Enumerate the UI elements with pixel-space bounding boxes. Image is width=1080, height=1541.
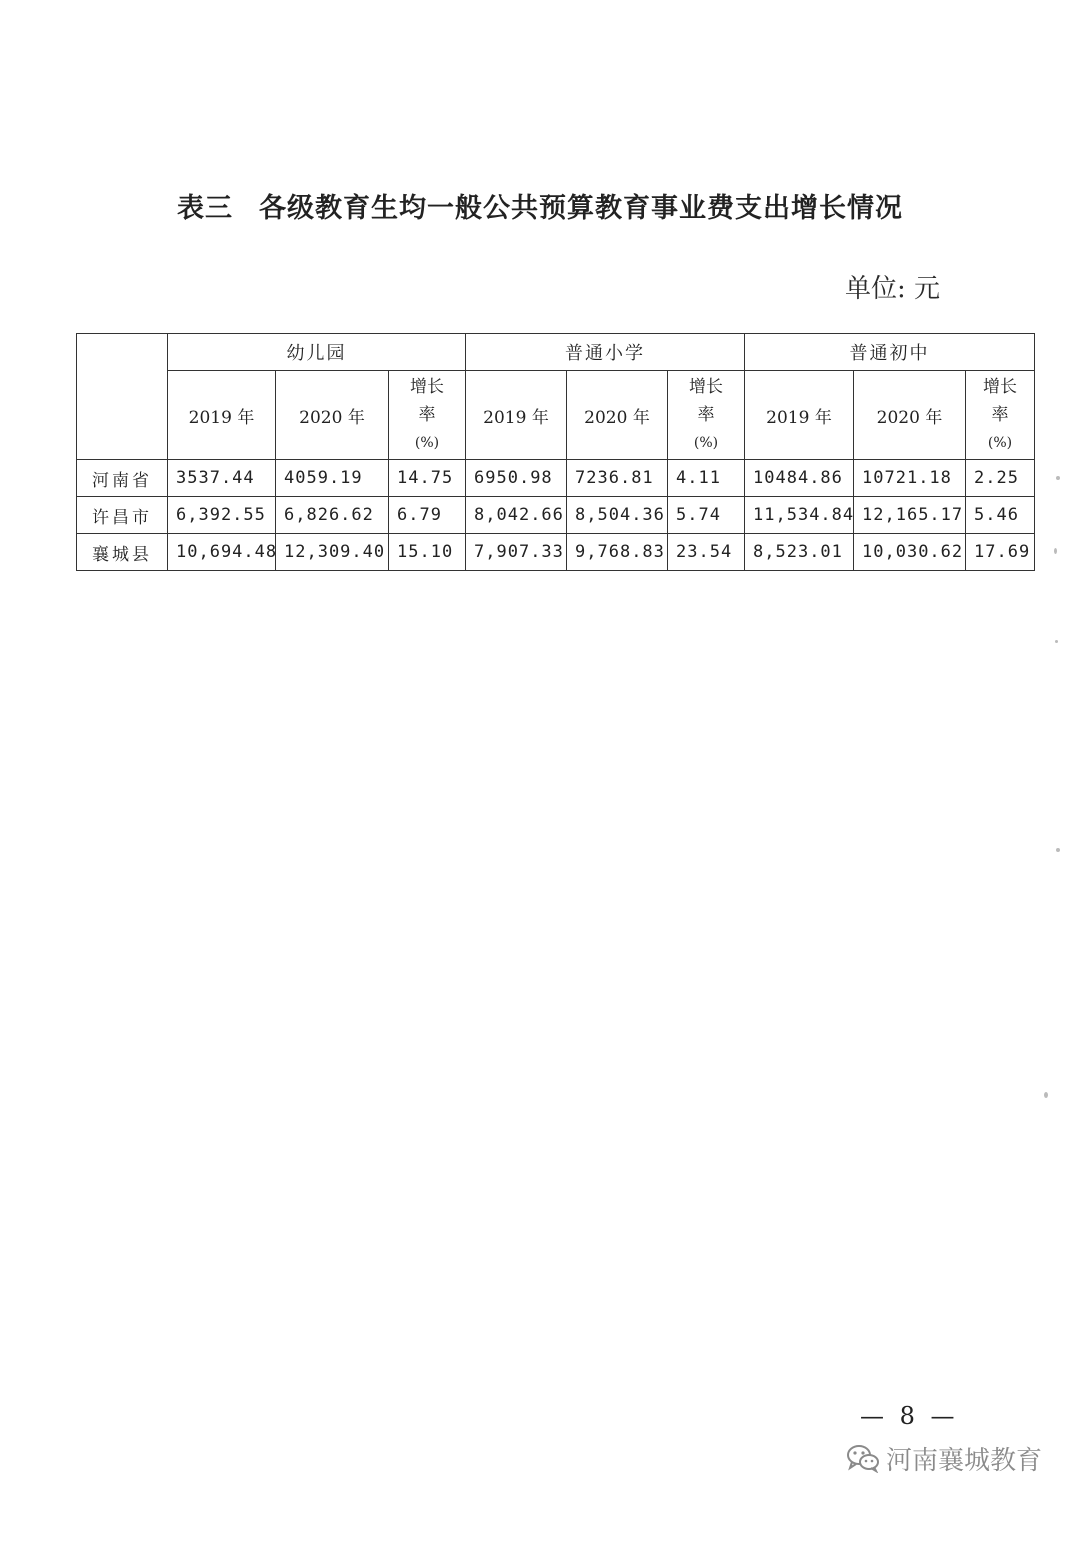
rate-label-line2: 率 — [697, 405, 715, 425]
table-cell: 23.54 — [668, 534, 745, 571]
table-cell: 6,826.62 — [276, 497, 389, 534]
table-cell: 7236.81 — [567, 460, 668, 497]
rate-label-line1: 增长 — [410, 377, 444, 397]
table-cell: 12,309.40 — [276, 534, 389, 571]
scan-speck — [1056, 848, 1060, 852]
rate-label-line2: 率 — [418, 405, 436, 425]
table-cell: 15.10 — [389, 534, 466, 571]
col-header-2019: 2019 年 — [168, 371, 276, 460]
scan-speck — [1055, 640, 1058, 643]
table-cell: 8,504.36 — [567, 497, 668, 534]
page-number: — 8 — — [860, 1402, 959, 1430]
table-row-xuchang — [77, 497, 1035, 534]
col-header-2020: 2020 年 — [854, 371, 966, 460]
group-header-kindergarten: 幼儿园 — [168, 334, 466, 371]
rate-label-line3: (%) — [414, 435, 440, 451]
table-cell: 3537.44 — [168, 460, 276, 497]
table-row-xiangcheng — [77, 534, 1035, 571]
rate-label-line3: (%) — [693, 435, 719, 451]
table-cell: 8,042.66 — [466, 497, 567, 534]
rate-label-line3: (%) — [987, 435, 1013, 451]
col-header-2020: 2020 年 — [567, 371, 668, 460]
table-cell: 8,523.01 — [745, 534, 854, 571]
col-header-2019: 2019 年 — [466, 371, 567, 460]
table-cell: 10,030.62 — [854, 534, 966, 571]
table-number: 表三 — [177, 193, 233, 224]
table-row-henan — [77, 460, 1035, 497]
col-header-2019: 2019 年 — [745, 371, 854, 460]
col-header-growth-rate — [966, 371, 1035, 460]
region-cell: 襄城县 — [77, 534, 168, 571]
group-header-row — [77, 334, 1035, 371]
page-title — [0, 186, 1080, 225]
table-cell: 11,534.84 — [745, 497, 854, 534]
table-cell: 12,165.17 — [854, 497, 966, 534]
rate-label-line2: 率 — [991, 405, 1009, 425]
col-header-growth-rate — [389, 371, 466, 460]
col-header-growth-rate — [668, 371, 745, 460]
watermark-text: 河南襄城教育 — [886, 1445, 1043, 1476]
table-cell: 4059.19 — [276, 460, 389, 497]
table-cell: 17.69 — [966, 534, 1035, 571]
sub-header-row — [77, 371, 1035, 460]
expenditure-table — [76, 333, 1035, 571]
table-cell: 10484.86 — [745, 460, 854, 497]
table-cell: 6950.98 — [466, 460, 567, 497]
unit-note: 单位: 元 — [844, 274, 940, 304]
table-cell: 10,694.48 — [168, 534, 276, 571]
table-cell: 5.74 — [668, 497, 745, 534]
corner-cell — [77, 334, 168, 460]
scan-speck — [1044, 1092, 1048, 1098]
watermark — [846, 1440, 1042, 1476]
region-cell: 河南省 — [77, 460, 168, 497]
table-cell: 7,907.33 — [466, 534, 567, 571]
col-header-2020: 2020 年 — [276, 371, 389, 460]
table-cell: 5.46 — [966, 497, 1035, 534]
table-cell: 6,392.55 — [168, 497, 276, 534]
group-header-primary: 普通小学 — [466, 334, 745, 371]
rate-label-line1: 增长 — [689, 377, 724, 397]
table-cell: 6.79 — [389, 497, 466, 534]
table-cell: 2.25 — [966, 460, 1035, 497]
group-header-junior: 普通初中 — [745, 334, 1035, 371]
wechat-icon — [846, 1443, 880, 1473]
scan-speck — [1056, 476, 1060, 480]
table-title-text: 各级教育生均一般公共预算教育事业费支出增长情况 — [259, 193, 903, 224]
table-cell: 4.11 — [668, 460, 745, 497]
table-cell: 9,768.83 — [567, 534, 668, 571]
region-cell: 许昌市 — [77, 497, 168, 534]
scan-speck — [1054, 548, 1057, 554]
rate-label-line1: 增长 — [983, 377, 1018, 397]
table-cell: 14.75 — [389, 460, 466, 497]
table-cell: 10721.18 — [854, 460, 966, 497]
